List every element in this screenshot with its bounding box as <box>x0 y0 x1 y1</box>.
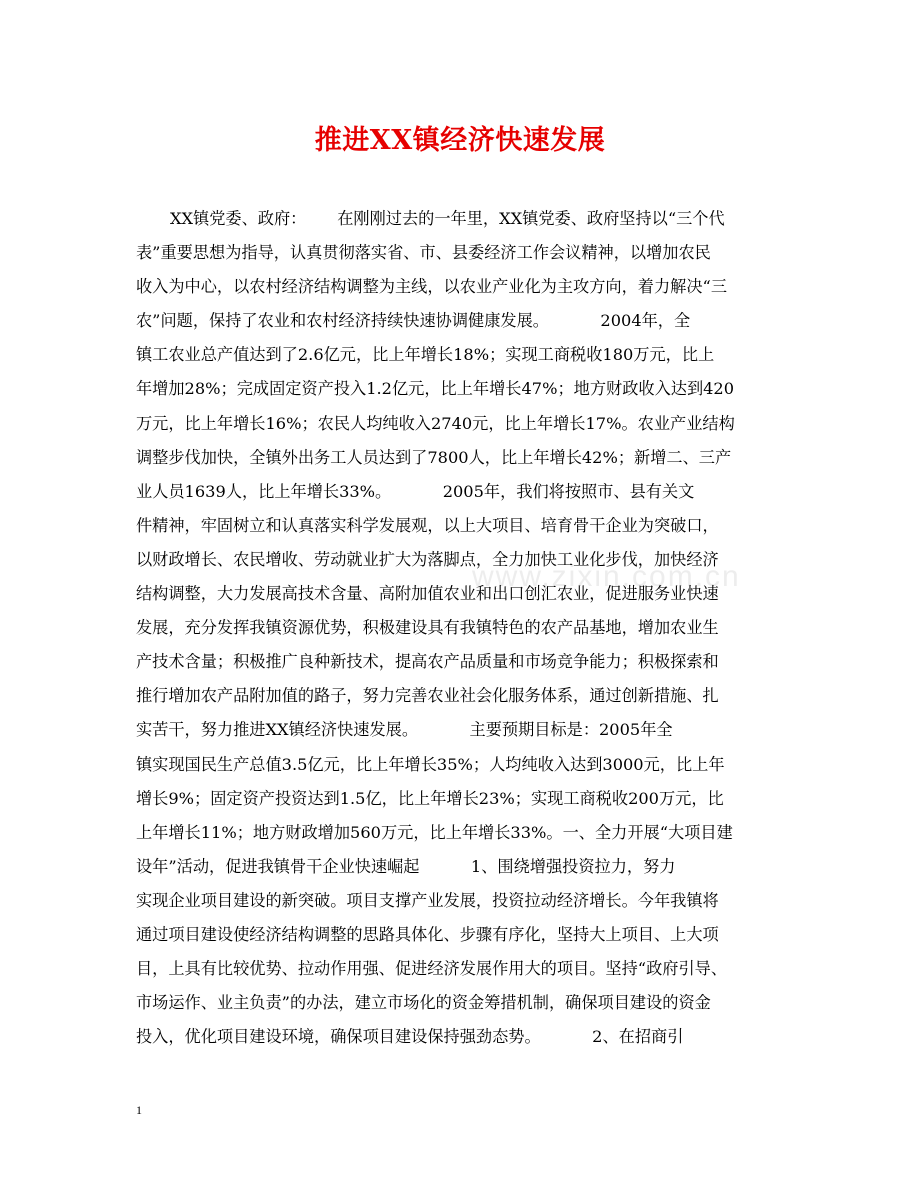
body-line: 产技术含量；积极推广良种新技术，提高农产品质量和市场竞争能力；积极探索和 <box>136 652 719 672</box>
watermark: www.zixin.com.cn <box>472 560 741 593</box>
body-line: 调整步伐加快，全镇外出务工人员达到了7800人，比上年增长42%；新增二、三产 <box>136 447 732 467</box>
document-body <box>136 202 786 1054</box>
body-line: 镇实现国民生产总值3.5亿元，比上年增长35%；人均纯收入达到3000元，比上年 <box>136 754 725 774</box>
body-line: 推行增加农产品附加值的路子，努力完善农业社会化服务体系，通过创新措施、扎 <box>136 686 719 706</box>
body-line: 以财政增长、农民增收、劳动就业扩大为落脚点，全力加快工业化步伐，加快经济 <box>136 549 719 569</box>
body-line: 目，上具有比较优势、拉动作用强、促进经济发展作用大的项目。坚持“政府引导、 <box>136 959 728 979</box>
body-line: 农”问题，保持了农业和农村经济持续快速协调健康发展。 2004年，全 <box>136 311 691 331</box>
body-line: XX镇党委、政府： 在刚刚过去的一年里，XX镇党委、政府坚持以“三个代 <box>170 209 725 228</box>
page-number: 1 <box>136 1103 142 1117</box>
body-line: 收入为中心，以农村经济结构调整为主线，以农业产业化为主攻方向，着力解决“三 <box>136 277 728 297</box>
body-line: 业人员1639人，比上年增长33%。 2005年，我们将按照市、县有关文 <box>136 481 695 501</box>
body-line: 表”重要思想为指导，认真贯彻落实省、市、县委经济工作会议精神，以增加农民 <box>136 243 711 263</box>
body-line: 件精神，牢固树立和认真落实科学发展观，以上大项目、培育骨干企业为突破口， <box>136 515 719 535</box>
body-line: 结构调整，大力发展高技术含量、高附加值农业和出口创汇农业，促进服务业快速 <box>136 584 719 604</box>
body-line: 年增加28%；完成固定资产投入1.2亿元，比上年增长47%；地方财政收入达到420 <box>136 379 735 399</box>
body-line: 通过项目建设使经济结构调整的思路具体化、步骤有序化，坚持大上项目、上大项 <box>136 924 719 944</box>
body-line: 上年增长11%；地方财政增加560万元，比上年增长33%。一、全力开展“大项目建 <box>136 822 733 842</box>
document-title: 推进XX镇经济快速发展 <box>314 125 606 156</box>
body-line: 镇工农业总产值达到了2.6亿元，比上年增长18%；实现工商税收180万元，比上 <box>136 345 715 365</box>
body-line: 设年”活动，促进我镇骨干企业快速崛起 1、围绕增强投资拉力，努力 <box>136 856 676 876</box>
body-line: 实苦干，努力推进XX镇经济快速发展。 主要预期目标是：2005年全 <box>136 720 673 740</box>
body-line: 增长9%；固定资产投资达到1.5亿，比上年增长23%；实现工商税收200万元，比 <box>136 788 724 808</box>
body-line: 投入，优化项目建设环境，确保项目建设保持强劲态势。 2、在招商引 <box>136 1027 684 1047</box>
body-line: 发展，充分发挥我镇资源优势，积极建设具有我镇特色的农产品基地，增加农业生 <box>136 618 719 638</box>
body-line: 市场运作、业主负责”的办法，建立市场化的资金筹措机制，确保项目建设的资金 <box>136 993 711 1013</box>
body-line: 万元，比上年增长16%；农民人均纯收入2740元，比上年增长17%。农业产业结构 <box>136 413 735 433</box>
body-line: 实现企业项目建设的新突破。项目支撑产业发展，投资拉动经济增长。今年我镇将 <box>136 890 719 910</box>
